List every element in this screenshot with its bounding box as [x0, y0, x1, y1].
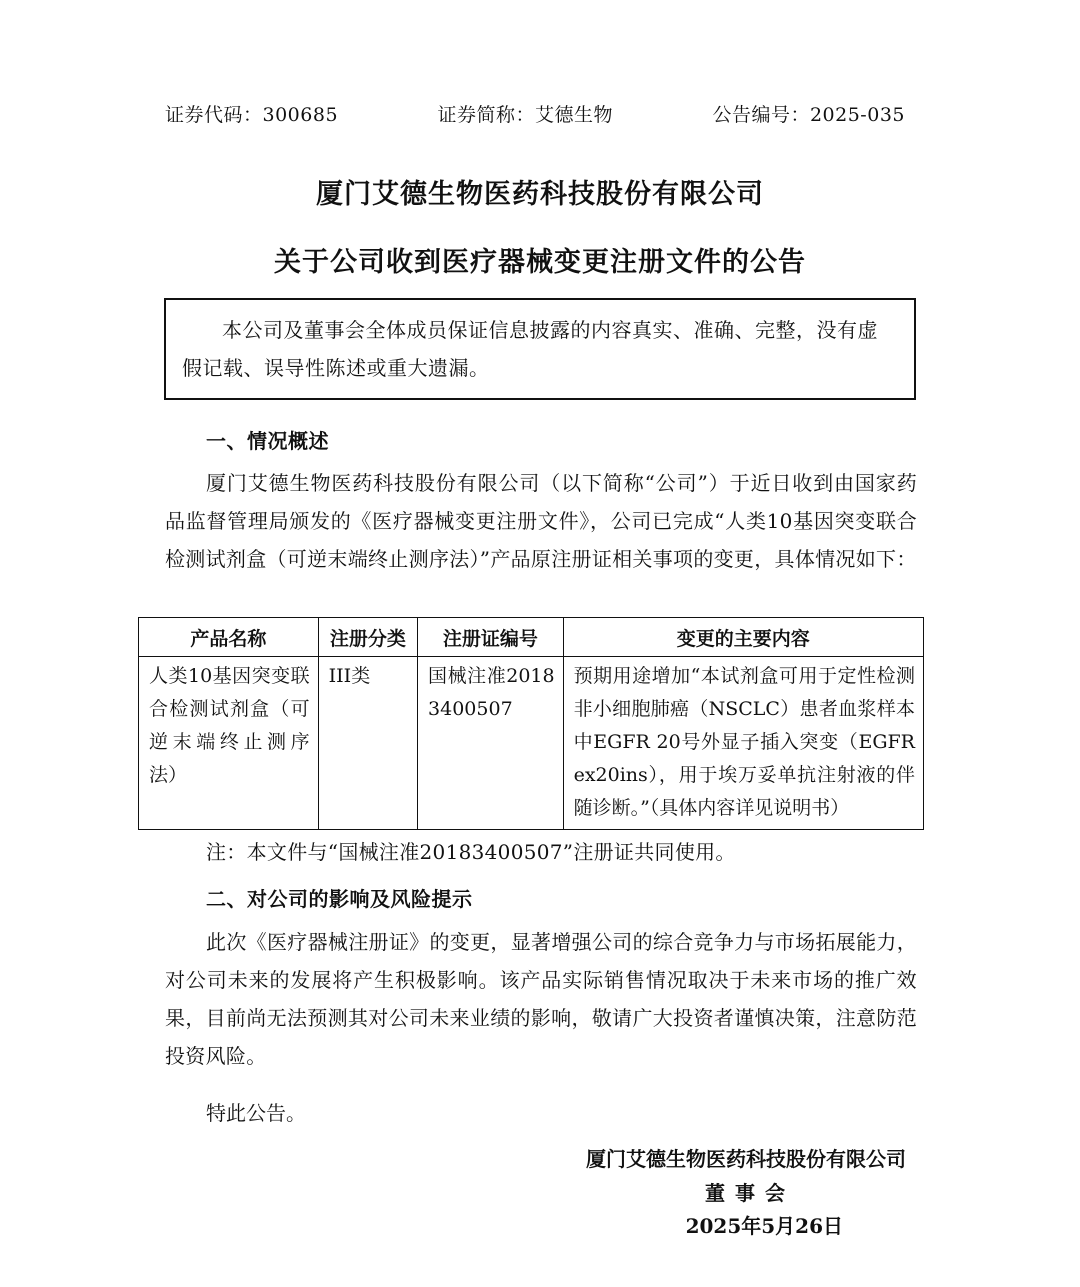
stock-name: 证券简称：艾德生物 [437, 104, 613, 126]
table-header-row [139, 618, 924, 657]
cell-reg-category: III类 [318, 657, 417, 830]
header-line [165, 100, 905, 127]
section-1-paragraph: 厦门艾德生物医药科技股份有限公司（以下简称“公司”）于近日收到由国家药品监督管理局颁发的《医疗器械变更注册文件》，公司已完成“人类10基因突变联合检测试剂盒（可逆末端终止测序法）”产品原注册证相关事项的变更，具体情况如下： [165, 471, 917, 571]
company-title: 厦门艾德生物医药科技股份有限公司 [316, 179, 764, 210]
header-main-changes: 变更的主要内容 [563, 618, 923, 657]
signature-board: 董事会 [705, 1181, 795, 1205]
section-2-paragraph: 此次《医疗器械注册证》的变更，显著增强公司的综合竞争力与市场拓展能力，对公司未来的发展将产生积极影响。该产品实际销售情况取决于未来市场的推广效果，目前尚无法预测其对公司未来业绩的影响，敬请广大投资者谨慎决策，注意防范投资风险。 [165, 930, 917, 1068]
table-note: 注：本文件与“国械注准20183400507”注册证共同使用。 [206, 840, 736, 864]
table-row [139, 657, 924, 830]
section-1-heading: 一、情况概述 [206, 429, 329, 453]
disclosure-notice-text: 本公司及董事会全体成员保证信息披露的内容真实、准确、完整，没有虚假记载、误导性陈述或重大遗漏。 [182, 318, 878, 380]
announcement-number: 公告编号：2025-035 [712, 104, 905, 126]
signature-company: 厦门艾德生物医药科技股份有限公司 [586, 1147, 906, 1171]
cell-main-changes: 预期用途增加“本试剂盒可用于定性检测非小细胞肺癌（NSCLC）患者血浆样本中EGFR 20号外显子插入突变（EGFR ex20ins），用于埃万妥单抗注射液的伴随诊断。”（具体内容详见说明书） [563, 657, 923, 830]
stock-code: 证券代码：300685 [165, 104, 339, 126]
header-reg-number: 注册证编号 [418, 618, 564, 657]
registration-table [138, 617, 924, 830]
closing-text: 特此公告。 [206, 1101, 306, 1125]
header-reg-category: 注册分类 [318, 618, 417, 657]
section-2-heading: 二、对公司的影响及风险提示 [206, 887, 473, 911]
header-product-name: 产品名称 [139, 618, 319, 657]
cell-reg-number: 国械注准20183400507 [418, 657, 564, 830]
announcement-title: 关于公司收到医疗器械变更注册文件的公告 [274, 247, 806, 278]
disclosure-notice-box [164, 298, 916, 400]
cell-product-name: 人类10基因突变联合检测试剂盒（可逆末端终止测序法） [139, 657, 319, 830]
signature-date: 2025年5月26日 [685, 1214, 843, 1238]
